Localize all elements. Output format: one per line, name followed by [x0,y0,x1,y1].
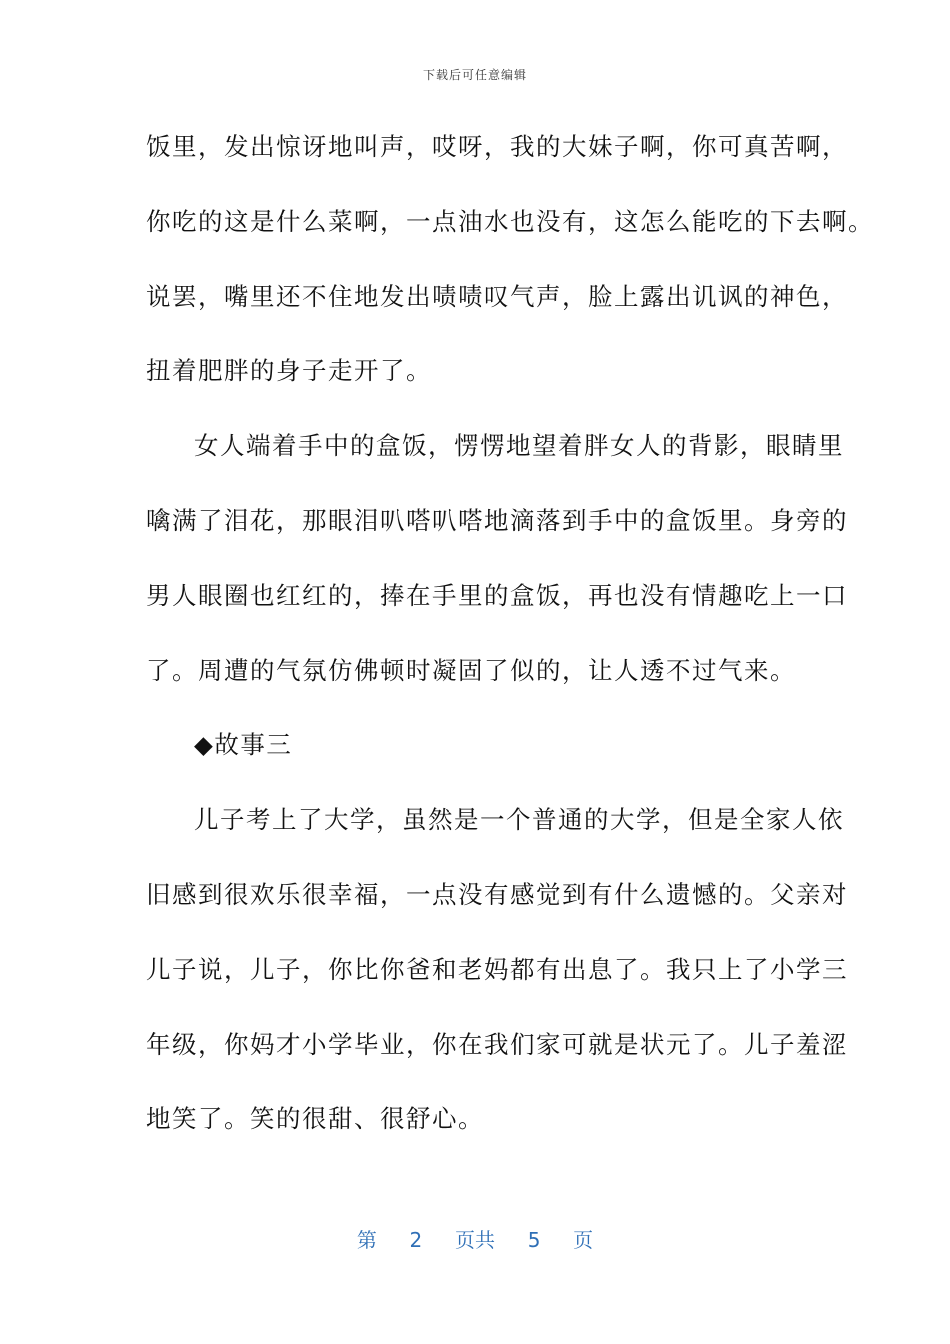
body-line: 说罢，嘴里还不住地发出啧啧叹气声，脸上露出讥讽的神色， [146,281,848,311]
paragraph-start-line: 儿子考上了大学，虽然是一个普通的大学，但是全家人依 [194,805,844,835]
body-line: 男人眼圈也红红的，捧在手里的盒饭，再也没有情趣吃上一口 [146,580,848,610]
footer-prefix: 第 [356,1228,377,1252]
page-header: 下载后可任意编辑 [422,68,527,82]
body-line: 地笑了。笑的很甜、很舒心。 [146,1104,484,1134]
body-line: 扭着肥胖的身子走开了。 [146,356,432,386]
footer-middle: 页共 [455,1228,495,1252]
current-page-number: 2 [409,1228,423,1252]
body-line: 旧感到很欢乐很幸福，一点没有感觉到有什么遗憾的。父亲对 [146,879,848,909]
body-line: 你吃的这是什么菜啊，一点油水也没有，这怎么能吃的下去啊。 [146,206,874,236]
body-line: 了。周遭的气氛仿佛顿时凝固了似的，让人透不过气来。 [146,655,796,685]
page-footer [0,1224,950,1253]
paragraph-start-line: 女人端着手中的盒饭，愣愣地望着胖女人的背影，眼睛里 [194,431,844,461]
body-line: 饭里，发出惊讶地叫声，哎呀，我的大妹子啊，你可真苦啊， [146,132,848,161]
section-heading: ◆故事三 [194,730,293,760]
total-pages-number: 5 [527,1228,541,1252]
body-line: 噙满了泪花，那眼泪叭嗒叭嗒地滴落到手中的盒饭里。身旁的 [146,505,848,535]
body-line: 儿子说，儿子，你比你爸和老妈都有出息了。我只上了小学三 [146,954,848,984]
body-line: 年级，你妈才小学毕业，你在我们家可就是状元了。儿子羞涩 [146,1029,848,1059]
footer-suffix: 页 [573,1228,594,1252]
document-body [146,121,874,1168]
